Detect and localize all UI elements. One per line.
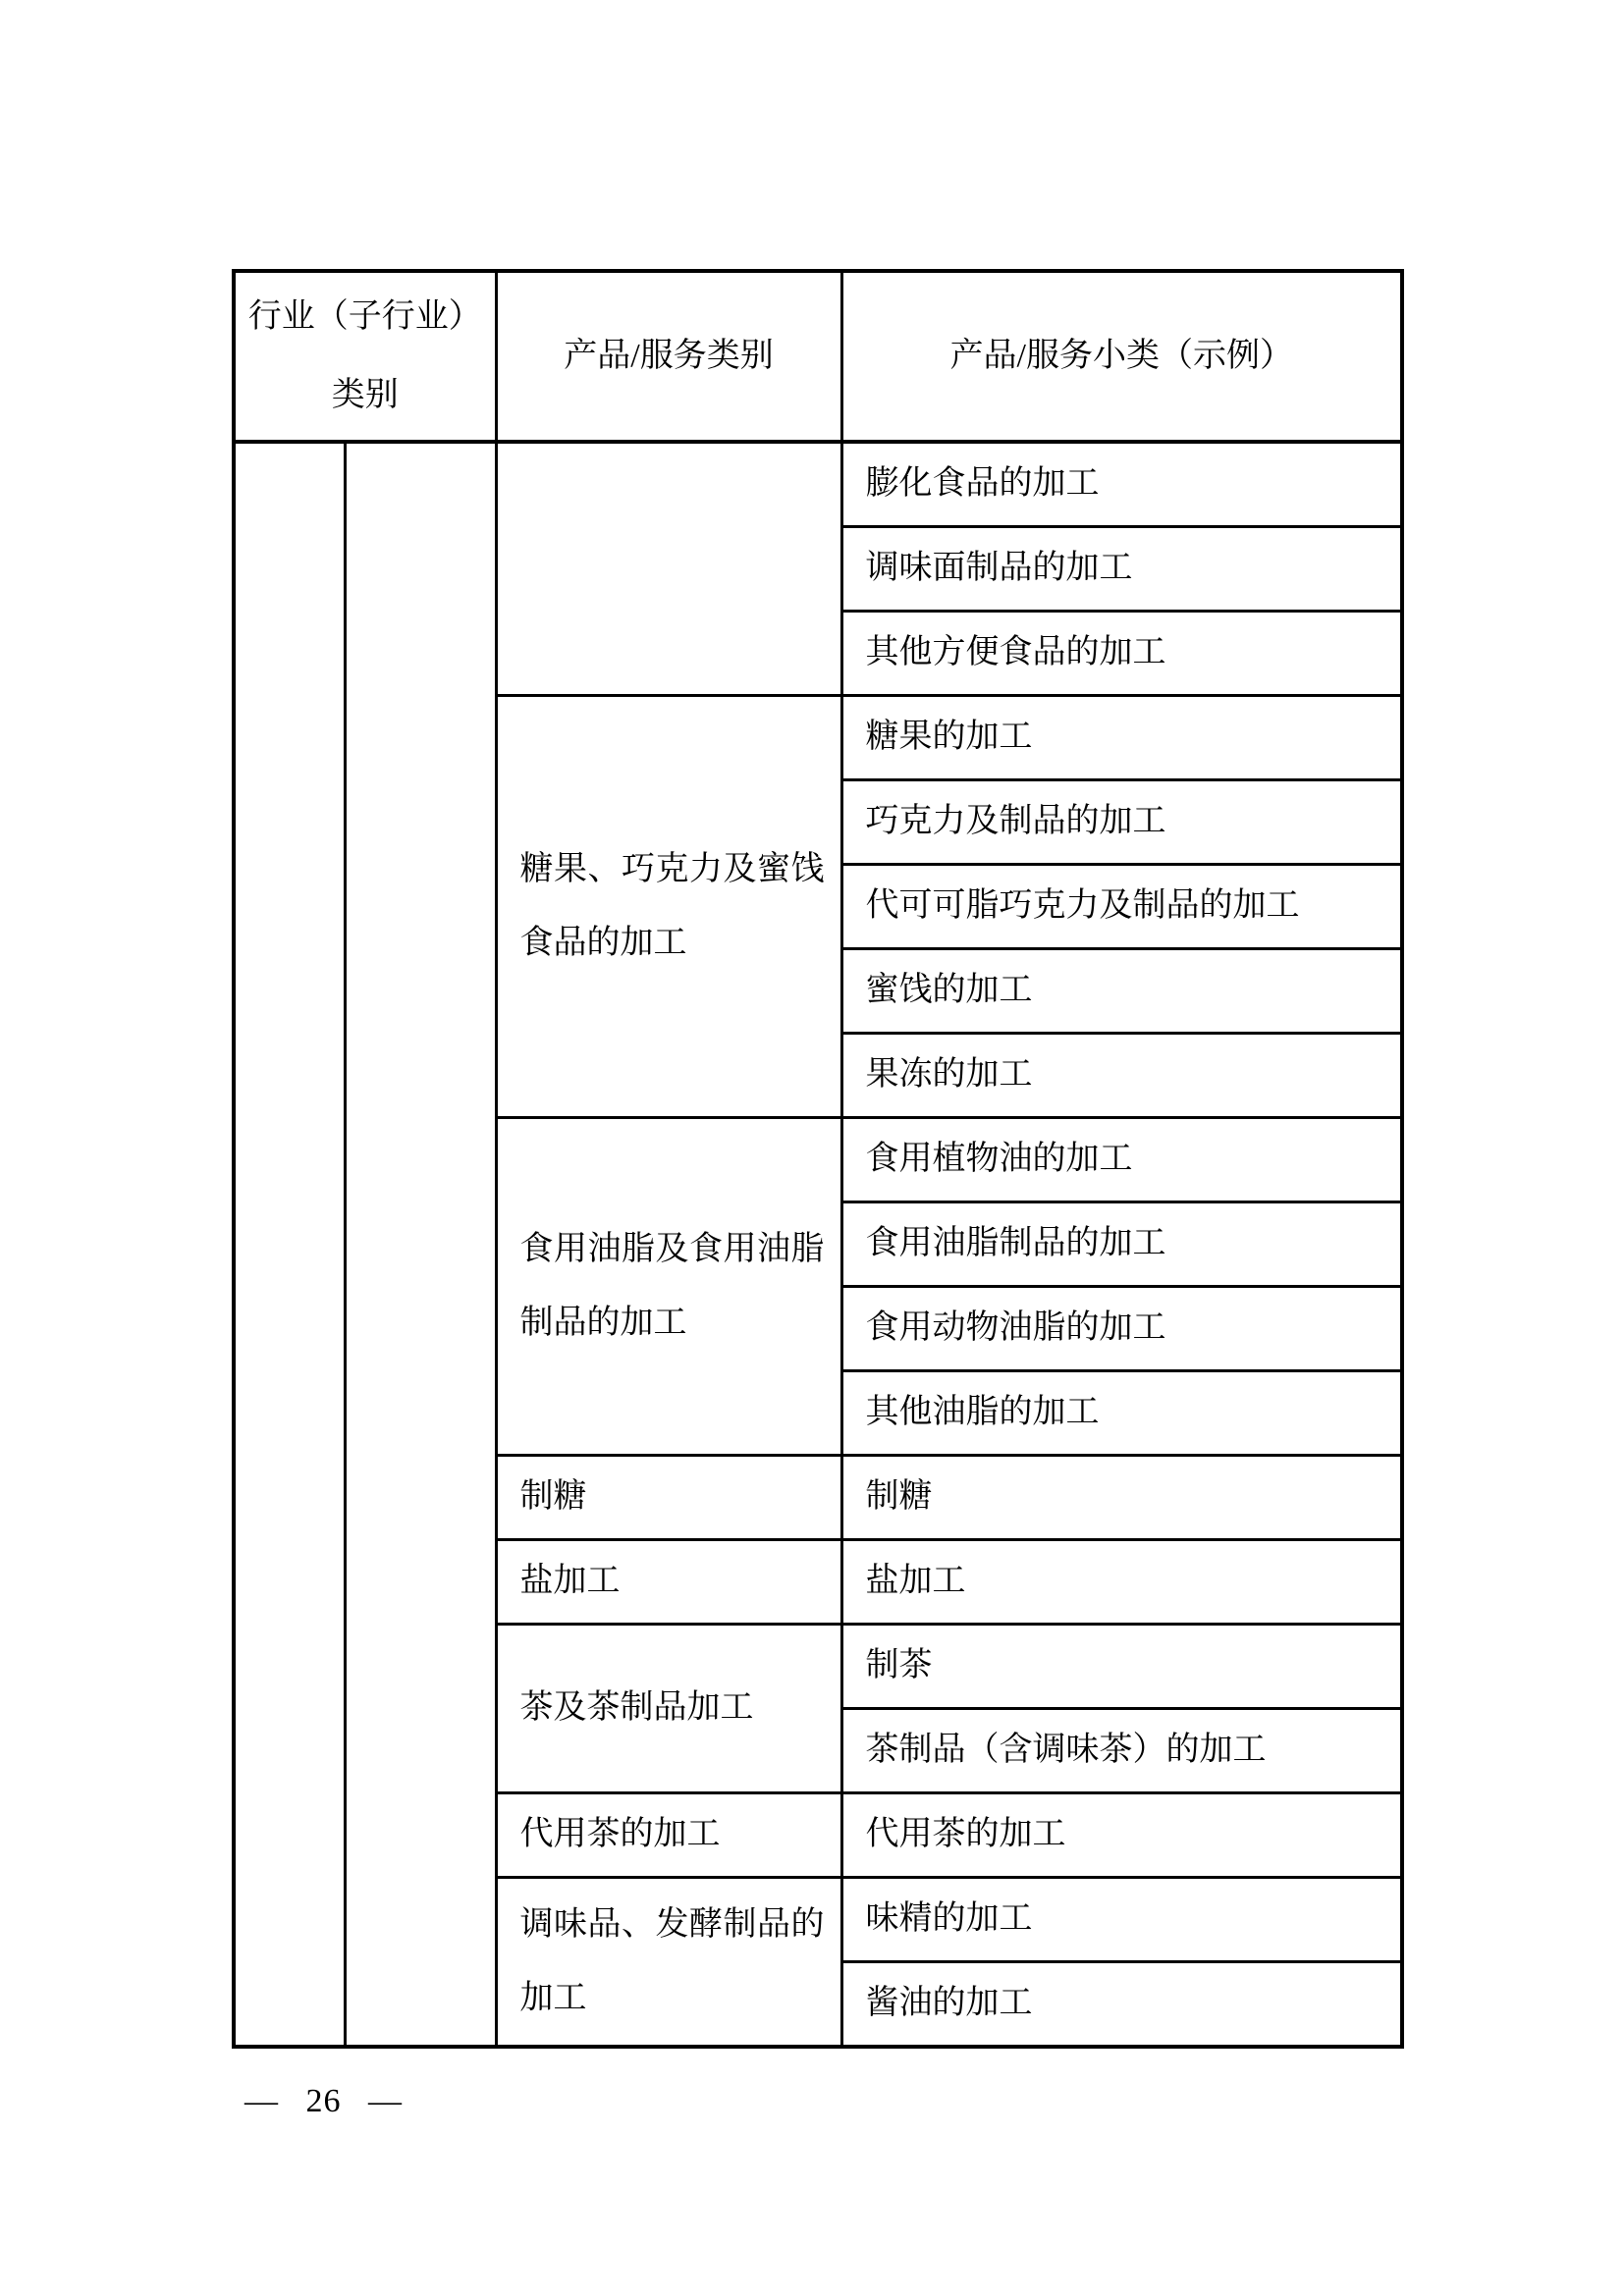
header-product-category-cell: 产品/服务类别 — [496, 271, 841, 442]
industry-product-service-table — [232, 269, 1404, 2049]
subcategory-cell-s2-r1: 食用油脂制品的加工 — [841, 1202, 1402, 1287]
category-cell-s2: 食用油脂及食用油脂制品的加工 — [496, 1118, 841, 1456]
subcategory-cell-s5-r0: 制茶 — [841, 1625, 1402, 1709]
category-cell-s0 — [496, 442, 841, 696]
subcategory-cell-s1-r4: 果冻的加工 — [841, 1034, 1402, 1118]
subcategory-cell-s7-r0: 味精的加工 — [841, 1878, 1402, 1962]
category-cell-s5: 茶及茶制品加工 — [496, 1625, 841, 1793]
page-number: — 26 — — [244, 2083, 403, 2119]
subcategory-cell-s6-r0: 代用茶的加工 — [841, 1793, 1402, 1878]
category-cell-s1: 糖果、巧克力及蜜饯食品的加工 — [496, 696, 841, 1118]
category-cell-s4: 盐加工 — [496, 1540, 841, 1625]
subcategory-cell-s1-r1: 巧克力及制品的加工 — [841, 780, 1402, 865]
subcategory-cell-s0-r2: 其他方便食品的加工 — [841, 612, 1402, 696]
header-industry-category-cell: 行业（子行业）类别 — [234, 271, 496, 442]
subcategory-cell-s4-r0: 盐加工 — [841, 1540, 1402, 1625]
subcategory-cell-s2-r3: 其他油脂的加工 — [841, 1371, 1402, 1456]
subcategory-cell-s2-r0: 食用植物油的加工 — [841, 1118, 1402, 1202]
category-cell-s3: 制糖 — [496, 1456, 841, 1540]
table-row — [234, 442, 1402, 527]
subcategory-cell-s1-r3: 蜜饯的加工 — [841, 949, 1402, 1034]
category-cell-s7: 调味品、发酵制品的加工 — [496, 1878, 841, 2048]
subcategory-cell-s0-r1: 调味面制品的加工 — [841, 527, 1402, 612]
industry-column-empty-cell — [234, 442, 345, 2047]
subcategory-cell-s0-r0: 膨化食品的加工 — [841, 442, 1402, 527]
header-product-subcategory-cell: 产品/服务小类（示例） — [841, 271, 1402, 442]
subcategory-cell-s5-r1: 茶制品（含调味茶）的加工 — [841, 1709, 1402, 1793]
subindustry-column-empty-cell — [345, 442, 496, 2047]
table-header-row — [234, 271, 1402, 442]
subcategory-cell-s7-r1: 酱油的加工 — [841, 1962, 1402, 2048]
subcategory-cell-s1-r2: 代可可脂巧克力及制品的加工 — [841, 865, 1402, 949]
category-cell-s6: 代用茶的加工 — [496, 1793, 841, 1878]
subcategory-cell-s2-r2: 食用动物油脂的加工 — [841, 1287, 1402, 1371]
subcategory-cell-s1-r0: 糖果的加工 — [841, 696, 1402, 780]
subcategory-cell-s3-r0: 制糖 — [841, 1456, 1402, 1540]
